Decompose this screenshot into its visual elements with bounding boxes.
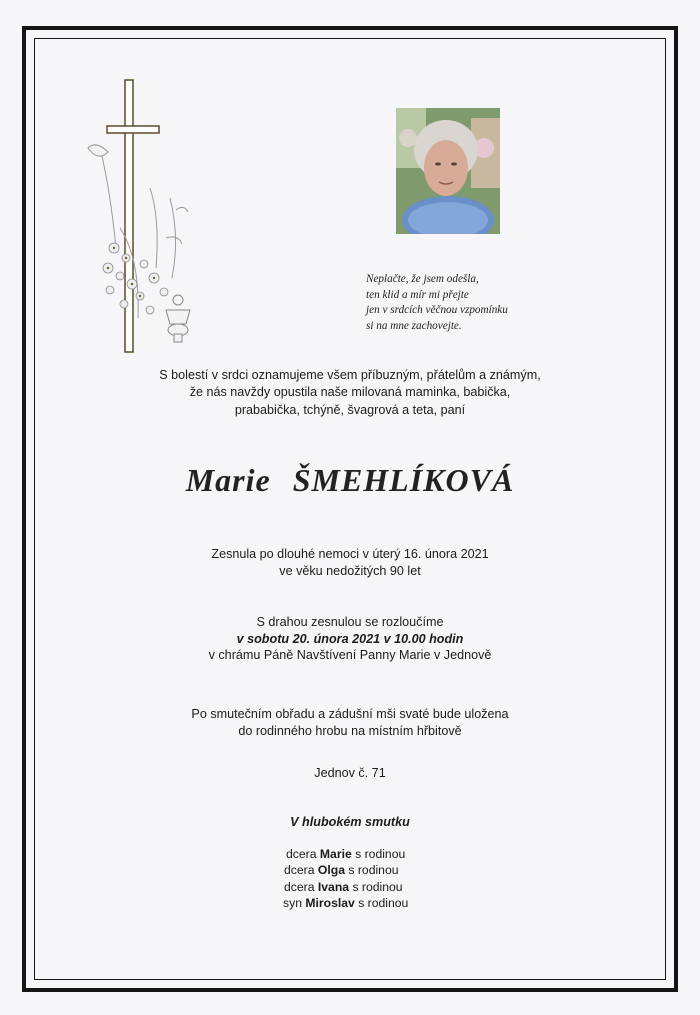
- announcement-line: S bolestí v srdci oznamujeme všem příbuzným, přátelům a známým,: [159, 368, 541, 382]
- in-sorrow-heading: V hlubokém smutku: [290, 815, 410, 829]
- family-relation: dcera: [286, 847, 317, 861]
- funeral-intro: S drahou zesnulou se rozloučíme: [256, 615, 444, 629]
- family-name: Olga: [317, 863, 345, 878]
- last-name: ŠMEHLÍKOVÁ: [292, 462, 515, 498]
- death-line: Zesnula po dlouhé nemoci v úterý 16. února 2021: [211, 547, 489, 561]
- funeral-info: [34, 614, 666, 664]
- family-relation: dcera: [284, 879, 315, 894]
- death-line: ve věku nedožitých 90 let: [279, 563, 421, 578]
- small-flowers-icon: [103, 243, 168, 314]
- family-member: [282, 862, 482, 878]
- burial-line: do rodinného hrobu na místním hřbitově: [238, 724, 462, 738]
- burial-line: Po smutečním obřadu a zádušní mši svaté bude uložena: [191, 707, 509, 721]
- deceased-name: [34, 462, 666, 499]
- family-relation: dcera: [284, 863, 315, 878]
- family-member: [282, 895, 482, 911]
- funeral-date-time: v sobotu 20. února 2021 v 10.00 hodin: [236, 631, 464, 646]
- candle-lamp-icon: [166, 295, 190, 342]
- poem: [366, 272, 606, 334]
- poem-line: ten klid a mír mi přejte: [366, 288, 469, 301]
- announcement-text: [34, 367, 666, 419]
- announcement-line: prababička, tchýně, švagrová a teta, paní: [234, 402, 466, 417]
- funeral-place: v chrámu Páně Navštívení Panny Marie v Jednově: [208, 648, 492, 663]
- family-suffix: s rodinou: [358, 895, 409, 910]
- portrait-photo: [396, 108, 500, 234]
- family-suffix: s rodinou: [348, 863, 399, 878]
- first-name: Marie: [185, 462, 271, 498]
- poem-line: Neplačte, že jsem odešla,: [366, 273, 479, 285]
- lily-flowers-icon: [88, 145, 188, 318]
- family-suffix: s rodinou: [355, 847, 406, 861]
- death-info: [34, 546, 666, 579]
- family-name: Miroslav: [305, 895, 355, 910]
- family-member: [282, 879, 482, 895]
- family-name: Marie: [319, 847, 352, 861]
- poem-line: si na mne zachovejte.: [366, 319, 462, 332]
- announcement-line: že nás navždy opustila naše milovaná maminka, babička,: [189, 385, 511, 400]
- burial-info: [34, 706, 666, 740]
- cross-with-flowers-illustration: [80, 78, 220, 358]
- family-relation: syn: [283, 895, 302, 910]
- poem-line: jen v srdcích věčnou vzpomínku: [366, 304, 508, 317]
- family-member: [282, 846, 482, 862]
- address: Jednov č. 71: [314, 766, 386, 780]
- family-list: [282, 846, 482, 911]
- family-name: Ivana: [317, 879, 350, 894]
- family-suffix: s rodinou: [352, 879, 403, 894]
